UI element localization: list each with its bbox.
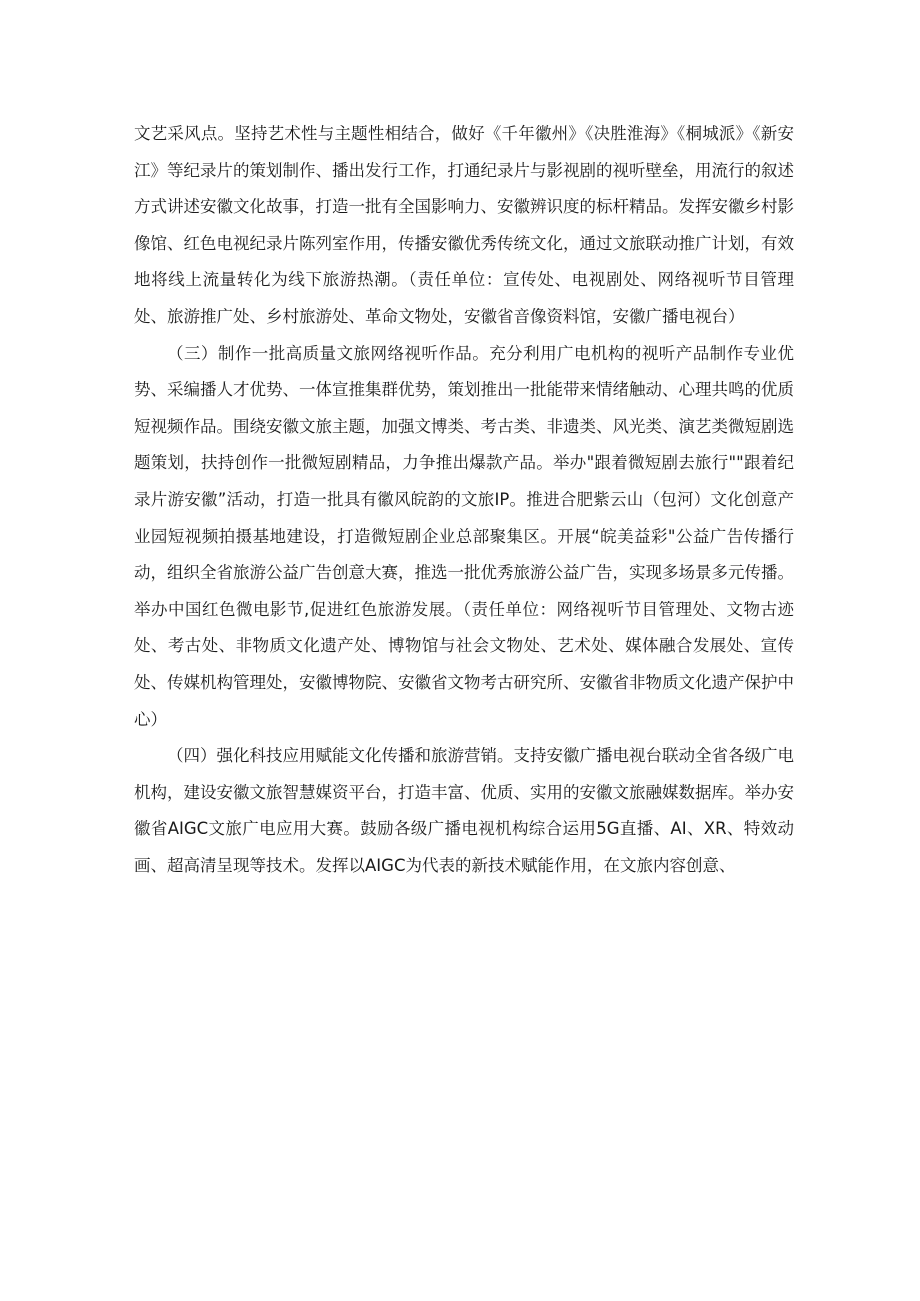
paragraph-section-4: （四）强化科技应用赋能文化传播和旅游营销。支持安徽广播电视台联动全省各级广电机构，建设安徽文旅智慧媒资平台，打造丰富、优质、实用的安徽文旅融媒数据库。举办安徽省AIGC文旅广电应用大赛。鼓励各级广播电视机构综合运用5G直播、AI、XR、特效动画、超高清呈现等技术。发挥以AIGC为代表的新技术赋能作用，在文旅内容创意、: [134, 746, 794, 875]
document-body: [134, 116, 794, 884]
paragraph-section-3: （三）制作一批高质量文旅网络视听作品。充分利用广电机构的视听产品制作专业优势、采编播人才优势、一体宣推集群优势，策划推出一批能带来情绪触动、心理共鸣的优质短视频作品。围绕安徽文旅主题，加强文博类、考古类、非遗类、风光类、演艺类微短剧选题策划，扶持创作一批微短剧精品，力争推出爆款产品。举办"跟着微短剧去旅行""跟着纪录片游安徽”活动，打造一批具有徽风皖韵的文旅IP。推进合肥紫云山（包河）文化创意产业园短视频拍摄基地建设，打造微短剧企业总部聚集区。开展“皖美益彩"公益广告传播行动，组织全省旅游公益广告创意大赛，推选一批优秀旅游公益广告，实现多场景多元传播。举办中国红色微电影节,促进红色旅游发展。（责任单位：网络视听节目管理处、文物古迹处、考古处、非物质文化遗产处、博物馆与社会文物处、艺术处、媒体融合发展处、宣传处、传媒机构管理处，安徽博物院、安徽省文物考古研究所、安徽省非物质文化遗产保护中心）: [134, 343, 794, 729]
paragraph-continuation: 文艺采风点。坚持艺术性与主题性相结合，做好《千年徽州》《决胜淮海》《桐城派》《新安江》等纪录片的策划制作、播出发行工作，打通纪录片与影视剧的视听壁垒，用流行的叙述方式讲述安徽文化故事，打造一批有全国影响力、安徽辨识度的标杆精品。发挥安徽乡村影像馆、红色电视纪录片陈列室作用，传播安徽优秀传统文化，通过文旅联动推广计划，有效地将线上流量转化为线下旅游热潮。（责任单位：宣传处、电视剧处、网络视听节目管理处、旅游推广处、乡村旅游处、革命文物处，安徽省音像资料馆，安徽广播电视台）: [134, 124, 794, 326]
